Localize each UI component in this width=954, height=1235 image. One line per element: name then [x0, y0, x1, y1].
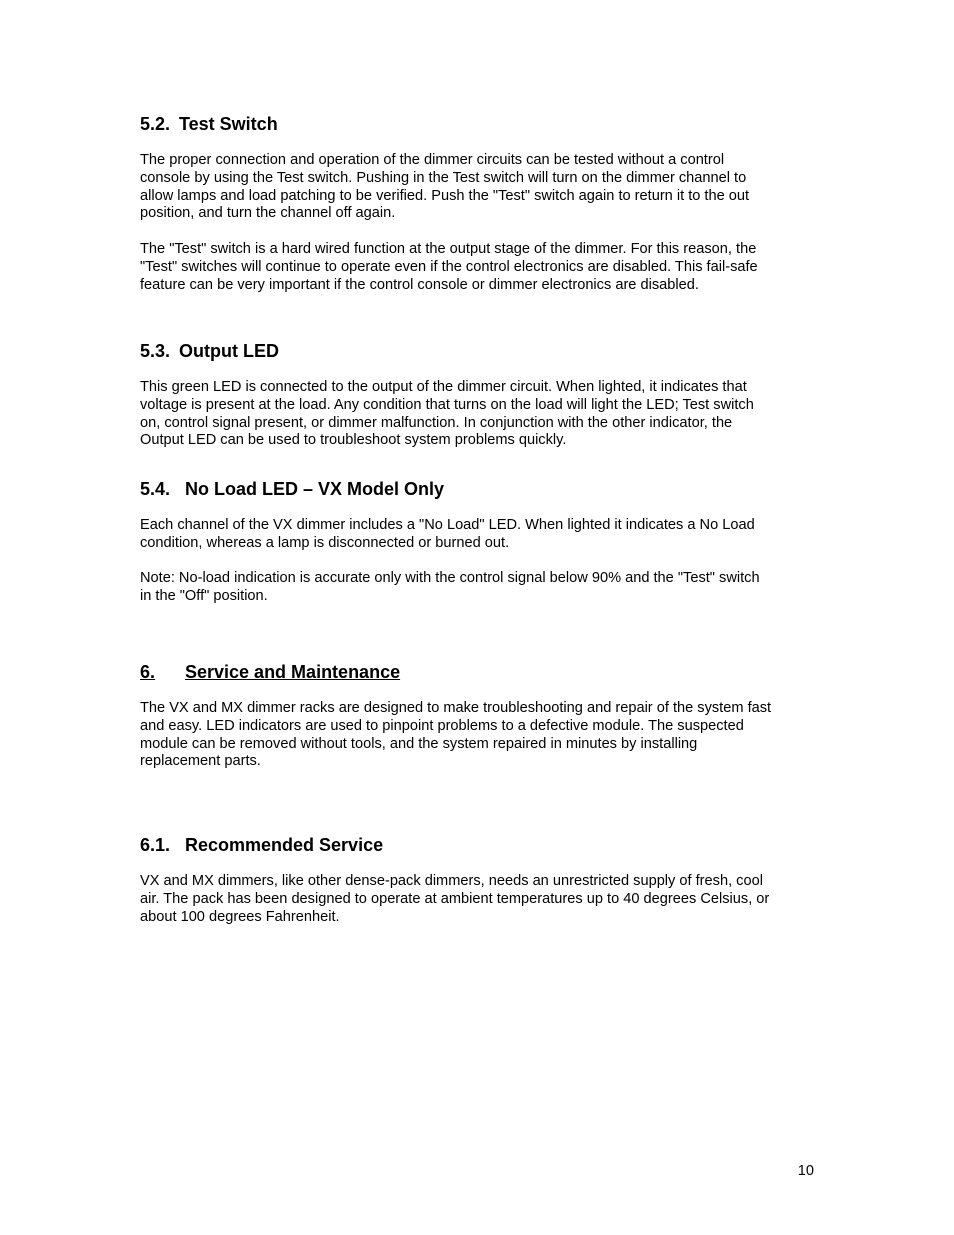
text-line: This green LED is connected to the output of the dimmer circuit. When lighted, it indicates that: [140, 379, 747, 395]
heading-5-4: [140, 478, 444, 500]
paragraph-5-4-2: [140, 570, 820, 606]
paragraph-5-3-1: [140, 379, 820, 450]
text-line: Output LED can be used to troubleshoot system problems quickly.: [140, 432, 567, 449]
heading-number: 5.2.: [140, 114, 171, 134]
text-line: Note: No-load indication is accurate only with the control signal below 90% and the "Test" switch: [140, 570, 760, 586]
text-line: position, and turn the channel off again.: [140, 205, 396, 222]
heading-6: [140, 661, 400, 683]
paragraph-6-1-1: [140, 873, 820, 926]
text-line: replacement parts.: [140, 753, 261, 770]
text-line: feature can be very important if the control console or dimmer electronics are disabled.: [140, 276, 699, 293]
text-line: module can be removed without tools, and the system repaired in minutes by installing: [140, 735, 698, 752]
paragraph-5-4-1: [140, 517, 820, 553]
heading-number: 5.4.: [140, 479, 171, 499]
page-number: 10: [797, 1163, 814, 1179]
heading-title: Service and Maintenance: [185, 662, 401, 682]
text-line: on, control signal present, or dimmer malfunction. In conjunction with the other indicator, the: [140, 414, 733, 431]
heading-title: Recommended Service: [185, 835, 384, 855]
heading-number: 6.: [140, 662, 156, 682]
text-line: "Test" switches will continue to operate even if the control electronics are disabled. This fail-safe: [140, 258, 758, 275]
paragraph-5-2-1: [140, 152, 820, 223]
text-line: air. The pack has been designed to operate at ambient temperatures up to 40 degrees Celsius, or: [140, 890, 770, 907]
text-line: and easy. LED indicators are used to pinpoint problems to a defective module. The suspected: [140, 717, 744, 734]
heading-title: Output LED: [179, 341, 279, 361]
text-line: allow lamps and load patching to be verified. Push the "Test" switch again to return it to the out: [140, 187, 750, 204]
heading-title: No Load LED – VX Model Only: [185, 479, 445, 499]
text-line: about 100 degrees Fahrenheit.: [140, 908, 340, 925]
heading-6-1: [140, 834, 383, 856]
heading-number: 6.1.: [140, 835, 171, 855]
paragraph-6-1: [140, 700, 820, 771]
text-line: The VX and MX dimmer racks are designed to make troubleshooting and repair of the system fast: [140, 700, 772, 716]
heading-number: 5.3.: [140, 341, 171, 361]
text-line: Each channel of the VX dimmer includes a "No Load" LED. When lighted it indicates a No Load: [140, 517, 755, 533]
text-line: voltage is present at the load. Any condition that turns on the load will light the LED; Test switch: [140, 396, 754, 413]
paragraph-5-2-2: [140, 241, 820, 294]
heading-5-3: [140, 340, 279, 362]
text-line: in the "Off" position.: [140, 587, 268, 604]
text-line: The "Test" switch is a hard wired function at the output stage of the dimmer. For this reason, the: [140, 241, 757, 257]
text-line: VX and MX dimmers, like other dense-pack dimmers, needs an unrestricted supply of fresh, cool: [140, 873, 763, 889]
text-line: The proper connection and operation of the dimmer circuits can be tested without a control: [140, 152, 725, 168]
text-line: condition, whereas a lamp is disconnected or burned out.: [140, 534, 510, 551]
heading-5-2: [140, 113, 278, 135]
heading-title: Test Switch: [179, 114, 278, 134]
text-line: console by using the Test switch. Pushing in the Test switch will turn on the dimmer channel to: [140, 169, 747, 186]
